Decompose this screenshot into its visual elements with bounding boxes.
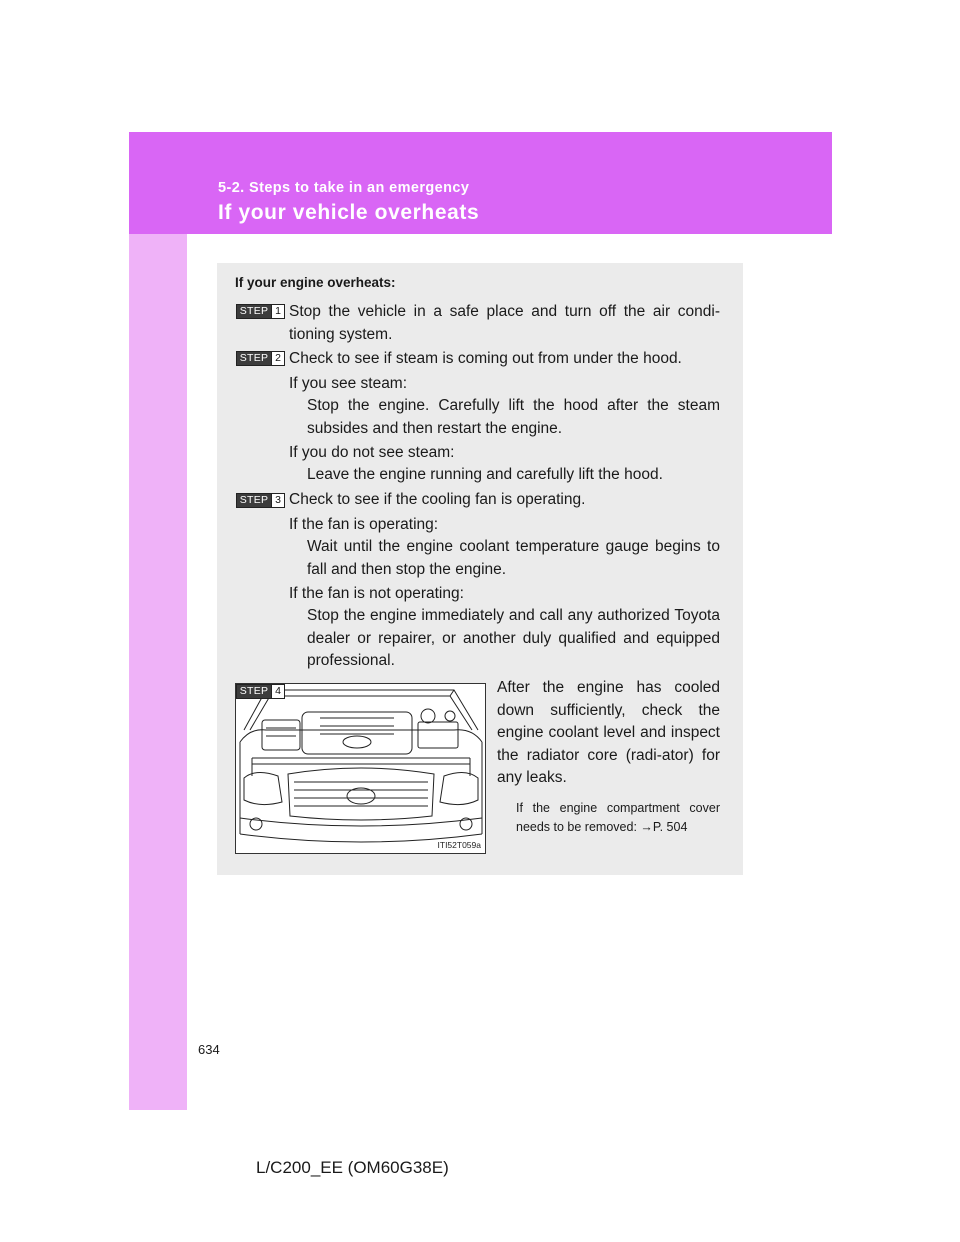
step-3-case-2-action: Stop the engine immediately and call any authorized Toyota dealer or repairer, or another duly qualified and equipped professional. [307,607,720,669]
step-2-text: Check to see if steam is coming out from under the hood. [289,350,682,367]
step-4-badge: STEP 4 [236,684,285,699]
step-2-case-1-condition: If you see steam: [289,375,408,392]
chapter-sidebar [129,132,187,1110]
section-label: 5-2. Steps to take in an emergency [218,180,470,196]
engine-compartment-drawing [236,684,485,853]
figure-code: ITI52T059a [437,840,481,850]
step-3-badge: STEP 3 [236,493,285,508]
step-1-badge: STEP 1 [236,304,285,319]
page-title: If your vehicle overheats [218,201,480,224]
step-1-text: Stop the vehicle in a safe place and turn off the air condi-tioning system. [289,303,720,343]
step-2-case-2-action: Leave the engine running and carefully lift the hood. [307,466,663,483]
step-2-badge: STEP 2 [236,351,285,366]
engine-compartment-illustration [235,683,486,854]
step-3-case-2-condition: If the fan is not operating: [289,585,464,602]
step-3-case-1-condition: If the fan is operating: [289,516,439,533]
intro-heading: If your engine overheats: [235,275,396,290]
step-2-case-2-condition: If you do not see steam: [289,444,455,461]
step-4-note: If the engine compartment cover needs to be removed: →P. 504 [516,801,720,834]
page-number: 634 [198,1042,220,1057]
manual-code: L/C200_EE (OM60G38E) [256,1158,449,1177]
step-4-text: After the engine has cooled down sufficiently, check the engine coolant level and inspect the radiator core (radi-ator) for any leaks. [497,679,720,786]
step-3-text: Check to see if the cooling fan is operating. [289,491,586,508]
step-2-case-1-action: Stop the engine. Carefully lift the hood after the steam subsides and then restart the engine. [307,397,720,437]
step-3-case-1-action: Wait until the engine coolant temperature gauge begins to fall and then stop the engine. [307,538,720,578]
